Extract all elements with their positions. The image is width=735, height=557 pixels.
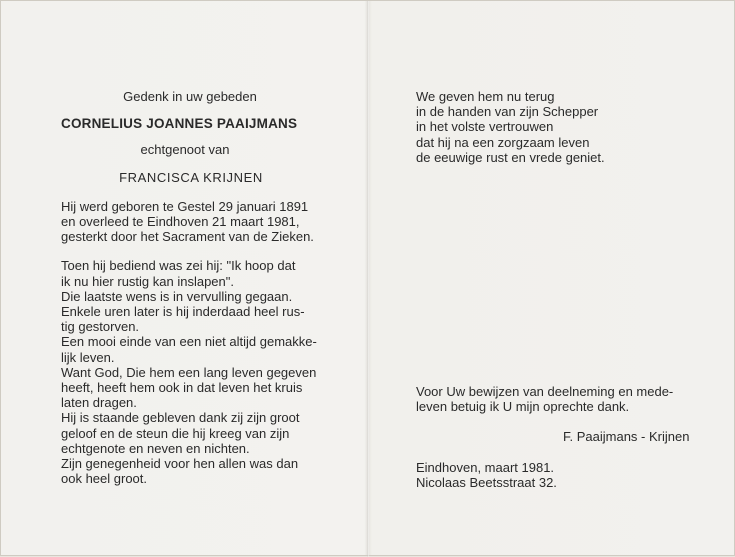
death-line: en overleed te Eindhoven 21 maart 1981, — [61, 214, 300, 230]
spouse-name: FRANCISCA KRIJNEN — [119, 169, 263, 185]
story-paragraph — [61, 258, 361, 486]
story-line: Toen hij bediend was zei hij: "Ik hoop dat — [61, 258, 296, 274]
story-line: laten dragen. — [61, 395, 137, 411]
verse-line: dat hij na een zorgzaam leven — [416, 134, 590, 150]
story-line: tig gestorven. — [61, 319, 140, 335]
thanks-line: leven betuig ik U mijn oprechte dank. — [416, 399, 630, 415]
story-line: ik nu hier rustig kan inslapen". — [61, 273, 234, 289]
verse-line: in het volste vertrouwen — [416, 119, 554, 135]
thanks-line: Voor Uw bewijzen van deelneming en mede- — [416, 384, 674, 399]
place-date-line: Eindhoven, maart 1981. — [416, 460, 555, 475]
story-line: geloof en de steun die hij kreeg van zijn — [61, 425, 290, 441]
signature: F. Paaijmans - Krijnen — [563, 429, 690, 444]
verse-line: de eeuwige rust en vrede geniet. — [416, 149, 605, 165]
story-line: Die laatste wens is in vervulling gegaan. — [61, 288, 293, 304]
card-fold — [367, 1, 369, 557]
birth-line: Hij werd geboren te Gestel 29 januari 1891 — [61, 198, 309, 214]
verse-line: We geven hem nu terug — [416, 89, 555, 104]
verse — [416, 89, 716, 165]
story-line: Zijn genegenheid voor hen allen was dan — [61, 456, 299, 472]
left-panel — [61, 89, 361, 486]
deceased-name: CORNELIUS JOANNES PAAIJMANS — [61, 116, 298, 132]
birth-death-paragraph — [61, 199, 361, 245]
spouse-label: echtgenoot van — [140, 142, 230, 158]
story-line: lijk leven. — [61, 349, 115, 365]
story-line: Een mooi einde van een niet altijd gemakke- — [61, 334, 317, 350]
thanks-text — [416, 384, 716, 414]
story-line: Hij is staande gebleven dank zij zijn groot — [61, 410, 300, 426]
sacrament-line: gesterkt door het Sacrament van de Zieken. — [61, 229, 314, 245]
story-line: heeft, heeft hem ook in dat leven het kruis — [61, 380, 303, 396]
story-line: ook heel groot. — [61, 471, 148, 487]
address-line: Nicolaas Beetsstraat 32. — [416, 475, 557, 491]
intro-text: Gedenk in uw gebeden — [123, 89, 257, 104]
right-panel — [416, 89, 716, 165]
story-line: echtgenote en neven en nichten. — [61, 440, 250, 456]
place-date — [416, 460, 557, 490]
story-line: Enkele uren later is hij inderdaad heel rus- — [61, 304, 305, 320]
verse-line: in de handen van zijn Schepper — [416, 104, 599, 120]
story-line: Want God, Die hem een lang leven gegeven — [61, 364, 317, 380]
